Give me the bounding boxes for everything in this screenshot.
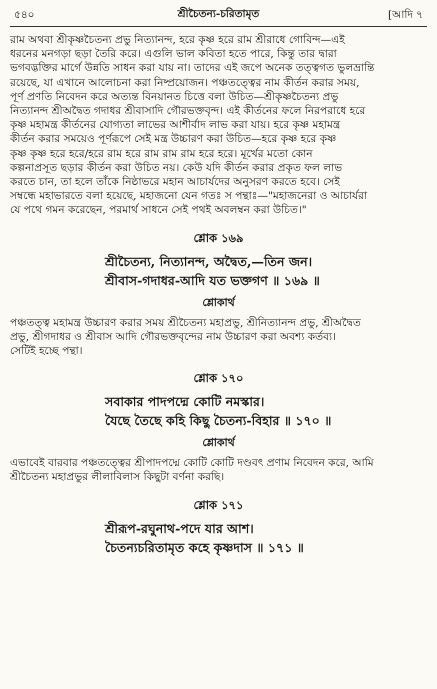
verse-text: [10, 252, 427, 290]
text-line: এভাবেই বারবার পঞ্চতত্ত্বের শ্রীপাদপদ্মে কোটি কোটি দণ্ডবৎ প্রণাম নিবেদন করে, আমি: [10, 457, 374, 470]
text-line: কৃষ্ণ মহামন্ত্র কীর্তনের যোগ্যতা লাভের আশীর্বাদ লাভ করা যায়। হরে কৃষ্ণ মহামন্ত্র: [10, 119, 341, 132]
text-line: কীর্তন করার সময়েও পূর্ণরূপে সেই মন্ত্র উচ্চারণ করা উচিত—হরে কৃষ্ণ হরে কৃষ্ণ: [10, 133, 337, 146]
verse-line: শ্রীচৈতন্য, নিত্যানন্দ, অদ্বৈত,—তিন জন।: [105, 253, 313, 269]
verse-text: [10, 519, 427, 557]
text-line: নিত্যানন্দ শ্রীঅদ্বৈত গদাধর শ্রীবাসাদি গৌরভক্তবৃন্দ। এই কীর্তনের ফলে নিরপরাধে হরে: [10, 105, 366, 118]
verse-line: সবাকার পাদপদ্মে কোটি নমস্কার।: [105, 394, 265, 410]
text-line: ভগবদ্ভক্তির মার্গে উন্নতি সাধন করা যায় না। তাদের এই জপে অনেক তত্ত্বগত ভুলভ্রান্তি: [10, 62, 375, 75]
text-line: যে পথে গমন করেছেন, পরমার্থ সাধনে সেই পথই অবলম্বন করা উচিত।": [10, 204, 307, 217]
verse-label: শ্লোক ১৬৯: [193, 230, 244, 245]
text-line: সেটিই হচ্ছে পন্থা।: [10, 345, 83, 358]
text-line: করতে চান, তা হলে তাঁকে নিষ্ঠাভরে মহান আচার্যদের অনুসরণ করতে হবে। সেই: [10, 176, 340, 189]
verse-line: চৈতন্যচরিতামৃত কহে কৃষ্ণদাস ॥ ১৭১ ॥: [105, 539, 304, 555]
running-title: শ্রীচৈতন্য-চরিতামৃত: [177, 8, 260, 20]
text-line: কল্পনাপ্রসূত ছড়ার কীর্তন করা উচিত নয়। কেউ যদি কীর্তন করার প্রকৃত ফল লাভ: [10, 161, 343, 174]
text-line: সম্বন্ধে মহাভারতে বলা হয়েছে, মহাজনো যেন গতঃ স পন্থাঃ—"মহাজনেরা ও আচার্যরা: [10, 190, 368, 203]
verse-line: শ্রীরূপ-রঘুনাথ-পদে যার আশ।: [105, 520, 254, 536]
verse-label: শ্লোক ১৭১: [193, 497, 244, 512]
header-rule: [10, 26, 427, 27]
text-line: রয়েছে, যা এখানে আলোচনা করা নিষ্প্রয়োজন। পঞ্চতত্ত্বের নাম কীর্তন করার সময়,: [10, 76, 360, 89]
translation-label: শ্লোকার্থ: [202, 436, 235, 450]
translation-label: শ্লোকার্থ: [202, 295, 235, 309]
text-line: শ্রীচৈতন্য মহাপ্রভুর লীলাবিলাস কিছুটা বর্ণনা করছি।: [10, 471, 225, 484]
text-line: পঞ্চতত্ত্ব মহামন্ত্র উচ্চারণ করার সময় শ্রীচৈতন্য মহাপ্রভু, শ্রীনিত্যানন্দ প্রভু, শ্রীঅদ্বৈত: [10, 316, 361, 329]
verse-text: [10, 392, 427, 430]
text-line: ধরনের মনগড়া ছড়া তৈরি করে। এগুলি ভাল কবিতা হতে পারে, কিন্তু তার দ্বারা: [10, 48, 337, 61]
text-line: প্রভু, শ্রীগদাধর ও শ্রীবাস আদি গৌরভক্তবৃন্দের নাম উচ্চারণ করা অবশ্য কর্তব্য।: [10, 330, 336, 343]
purport-paragraph: [10, 33, 427, 218]
translation-paragraph: [10, 456, 427, 484]
verse-line: যৈছে তৈছে কহি কিছু চৈতন্য-বিহার ॥ ১৭০ ॥: [105, 413, 332, 429]
page-header: [10, 6, 427, 24]
translation-paragraph: [10, 316, 427, 359]
text-line: রাম অথবা শ্রীকৃষ্ণচৈতন্য প্রভু নিত্যানন্দ, হরে কৃষ্ণ হরে রাম শ্রীরাধে গোবিন্দ—এই: [10, 34, 345, 46]
page-number: ৫৪০: [14, 9, 35, 21]
text-line: কৃষ্ণ কৃষ্ণ হরে হরে/হরে রাম হরে রাম রাম রাম হরে হরে। মূর্খের মতো কোন: [10, 147, 313, 160]
chapter-reference: [আদি ৭: [387, 9, 423, 21]
verse-line: শ্রীবাস-গদাধর-আদি যত ভক্তগণ ॥ ১৬৯ ॥: [105, 272, 320, 288]
text-line: পূর্ণ প্রণতি নিবেদন করে অত্যন্ত বিনয়ানত চিত্তে বলা উচিত—শ্রীকৃষ্ণচৈতন্য প্রভু: [10, 90, 339, 103]
verse-label: শ্লোক ১৭০: [193, 371, 244, 386]
